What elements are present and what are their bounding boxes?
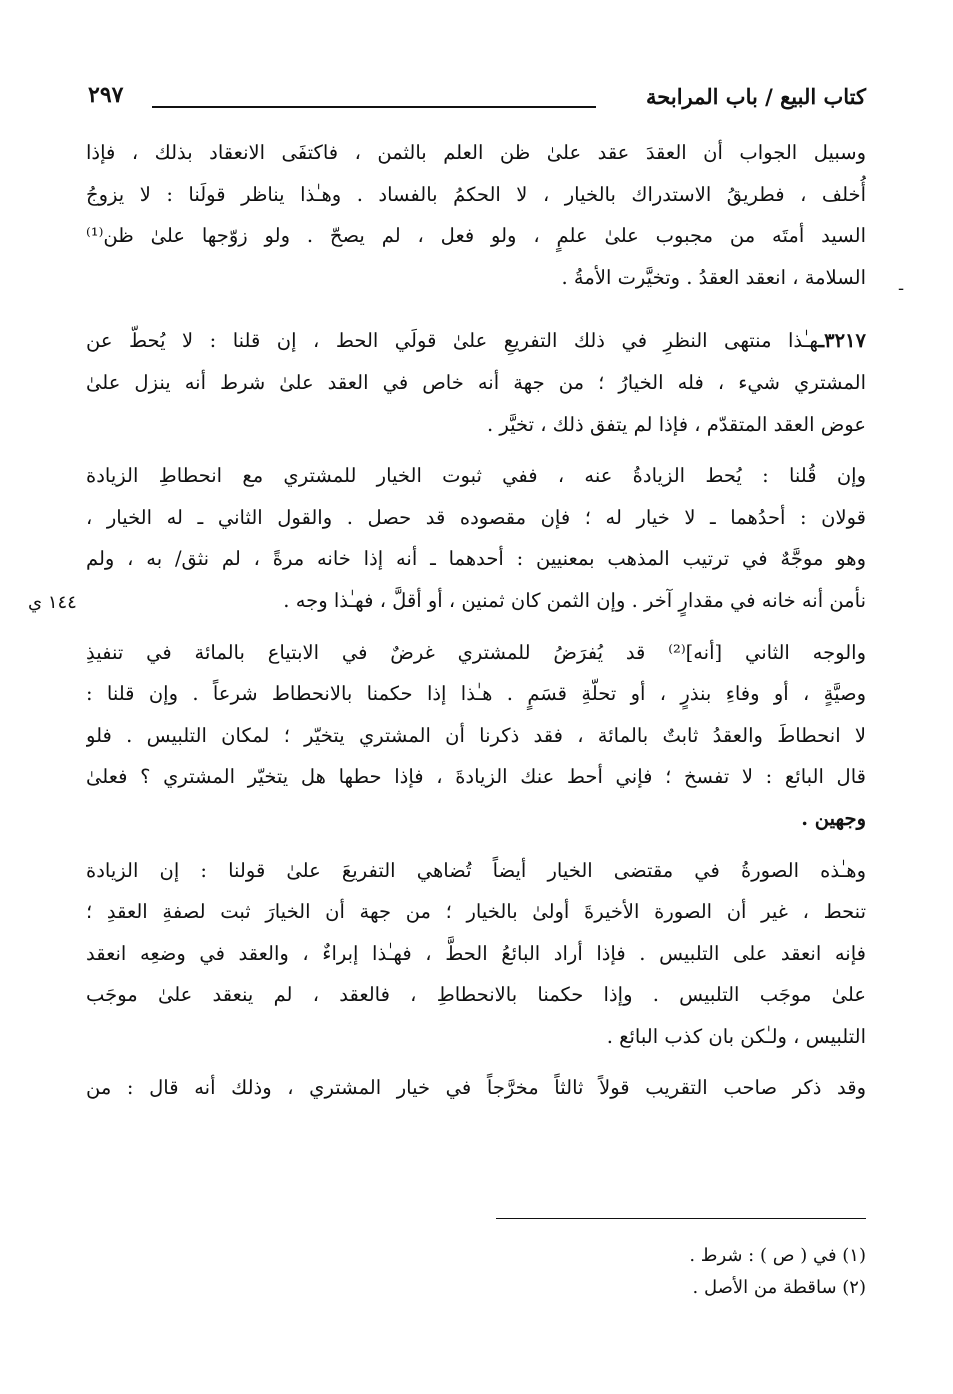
running-header bbox=[88, 84, 866, 118]
section-number: ٣٢١٧ـ bbox=[818, 329, 866, 353]
text-line: المشتري شيء ، فله الخيارُ ؛ من جهة أنه خاص في العقد علىٰ شرط أنه ينزل علىٰ bbox=[86, 370, 866, 394]
text-line: وصيَّةٍ ، أو وفاءِ بنذرٍ ، أو تحلّةِ قسَمٍ . هـٰذا إذا حكمنا بالانحطاط شرعاً . وإن قلنا : bbox=[86, 682, 866, 706]
text-line: والوجه الثاني [أنه]⁽²⁾ قد يُفرَضُ للمشتري غرضٌ في الابتياع بالمائة في تنفيذِ bbox=[86, 640, 866, 664]
header-title: كتاب البيع / باب المرابحة bbox=[646, 84, 866, 109]
page-number: ٢٩٧ bbox=[88, 82, 124, 108]
text-line: هـٰذا منتهى النظرِ في ذلك التفريعِ علىٰ قولَي الحط ، إن قلنا : لا يُحطّ عن bbox=[86, 329, 819, 353]
text-line: السيد أمتَه من مجبوب علىٰ علمٍ ، ولو فعل ، لم يصحّ . ولو زوّجها علىٰ ظن⁽¹⁾ bbox=[86, 224, 866, 248]
text-line: أُخلف ، فطريقُ الاستدراك بالخيار ، لا الحكمُ بالفساد . وهـٰذا يناظر قولَنا : لا يزوجُ bbox=[86, 182, 866, 206]
text-line: التلبيس ، ولـٰكن بان كذب البائع . bbox=[606, 1024, 866, 1048]
header-rule bbox=[152, 106, 596, 108]
text-line: فإنه انعقد على التلبيس . فإذا أراد البائعُ الحطَّ ، فهـٰذا إبراءٌ ، والعقد في وضعِه انعقد bbox=[86, 941, 866, 965]
text-line: قال البائع : لا تفسخ ؛ فإني أحط عنك الزيادةَ ، فإذا حطها هل يتخيّر المشتري ؟ فعلىٰ bbox=[86, 765, 866, 789]
text-line-numbered bbox=[86, 320, 866, 362]
paragraph-1 bbox=[86, 132, 866, 298]
paragraph-6 bbox=[86, 1067, 866, 1109]
footnote-rule bbox=[496, 1218, 866, 1219]
footnotes bbox=[366, 1240, 866, 1304]
text-line: نأمن أنه خانه في مقدارٍ آخر . وإن الثمن كان ثمنين ، أو أقلَّ ، فهـٰذا وجه . bbox=[283, 588, 866, 612]
text-line: تنحط ، غير أن الصورة الأخيرةَ أولىٰ بالخيار ؛ من جهة أن الخيارَ ثبت لصفةِ العقدِ ؛ bbox=[86, 900, 866, 924]
text-line: وهـٰذه الصورةُ في مقتضى الخيار أيضاً تُضاهي التفريعَ علىٰ قولنا : إن الزيادة bbox=[86, 858, 866, 882]
text-line: وهو موجَّهٌ في ترتيب المذهب بمعنيين : أحدهما ـ أنه إذا خانه مرةً ، لم نثق/ به ، ولم bbox=[86, 547, 866, 571]
paragraph-4 bbox=[86, 632, 866, 840]
text-line: وإن قُلنا : يُحط الزيادةُ عنه ، ففي ثبوت الخيار للمشتري مع انحطاطِ الزيادة bbox=[86, 464, 866, 488]
text-line: لا انحطاطَ والعقدُ ثابتٌ بالمائة ، فقد ذكرنا أن المشتري يتخيّر ؛ لمكان التلبيس . فلو bbox=[86, 723, 866, 747]
paragraph-5 bbox=[86, 850, 866, 1058]
paragraph-2 bbox=[86, 320, 866, 445]
footnote-2: (٢) ساقطة من الأصل . bbox=[692, 1277, 866, 1298]
main-text bbox=[86, 132, 866, 1109]
paragraph-3 bbox=[86, 455, 866, 621]
text-line: علىٰ موجَب التلبيس . وإذا حكمنا بالانحطاطِ ، فالعقد ، لم ينعقد علىٰ موجَب bbox=[86, 983, 866, 1007]
margin-dash: - bbox=[898, 278, 905, 299]
text-line: السلامة ، انعقد العقدُ . وتخيَّرت الأمةُ . bbox=[561, 265, 866, 289]
text-line: وسبيل الجواب أن العقدَ عقد علىٰ ظن العلم بالثمن ، فاكتفَى الانعقاد بذلك ، فإذا bbox=[86, 141, 866, 164]
footnote-1: (١) في ( ص ) : شرط . bbox=[689, 1245, 866, 1266]
text-line: وقد ذكر صاحب التقريب قولاً ثالثاً مخرَّجاً في خيار المشتري ، وذلك أنه قال : من bbox=[86, 1076, 866, 1100]
text-line: قولان : أحدُهما ـ لا خيار له ؛ فإن مقصوده قد حصل . والقول الثاني ـ له الخيار ، bbox=[86, 505, 866, 529]
margin-folio-note: ١٤٤ ي bbox=[28, 592, 77, 613]
text-line: عوض العقد المتقدّم ، فإذا لم يتفق ذلك ، تخيَّر . bbox=[486, 412, 866, 436]
text-line: وجهين . bbox=[801, 806, 866, 830]
